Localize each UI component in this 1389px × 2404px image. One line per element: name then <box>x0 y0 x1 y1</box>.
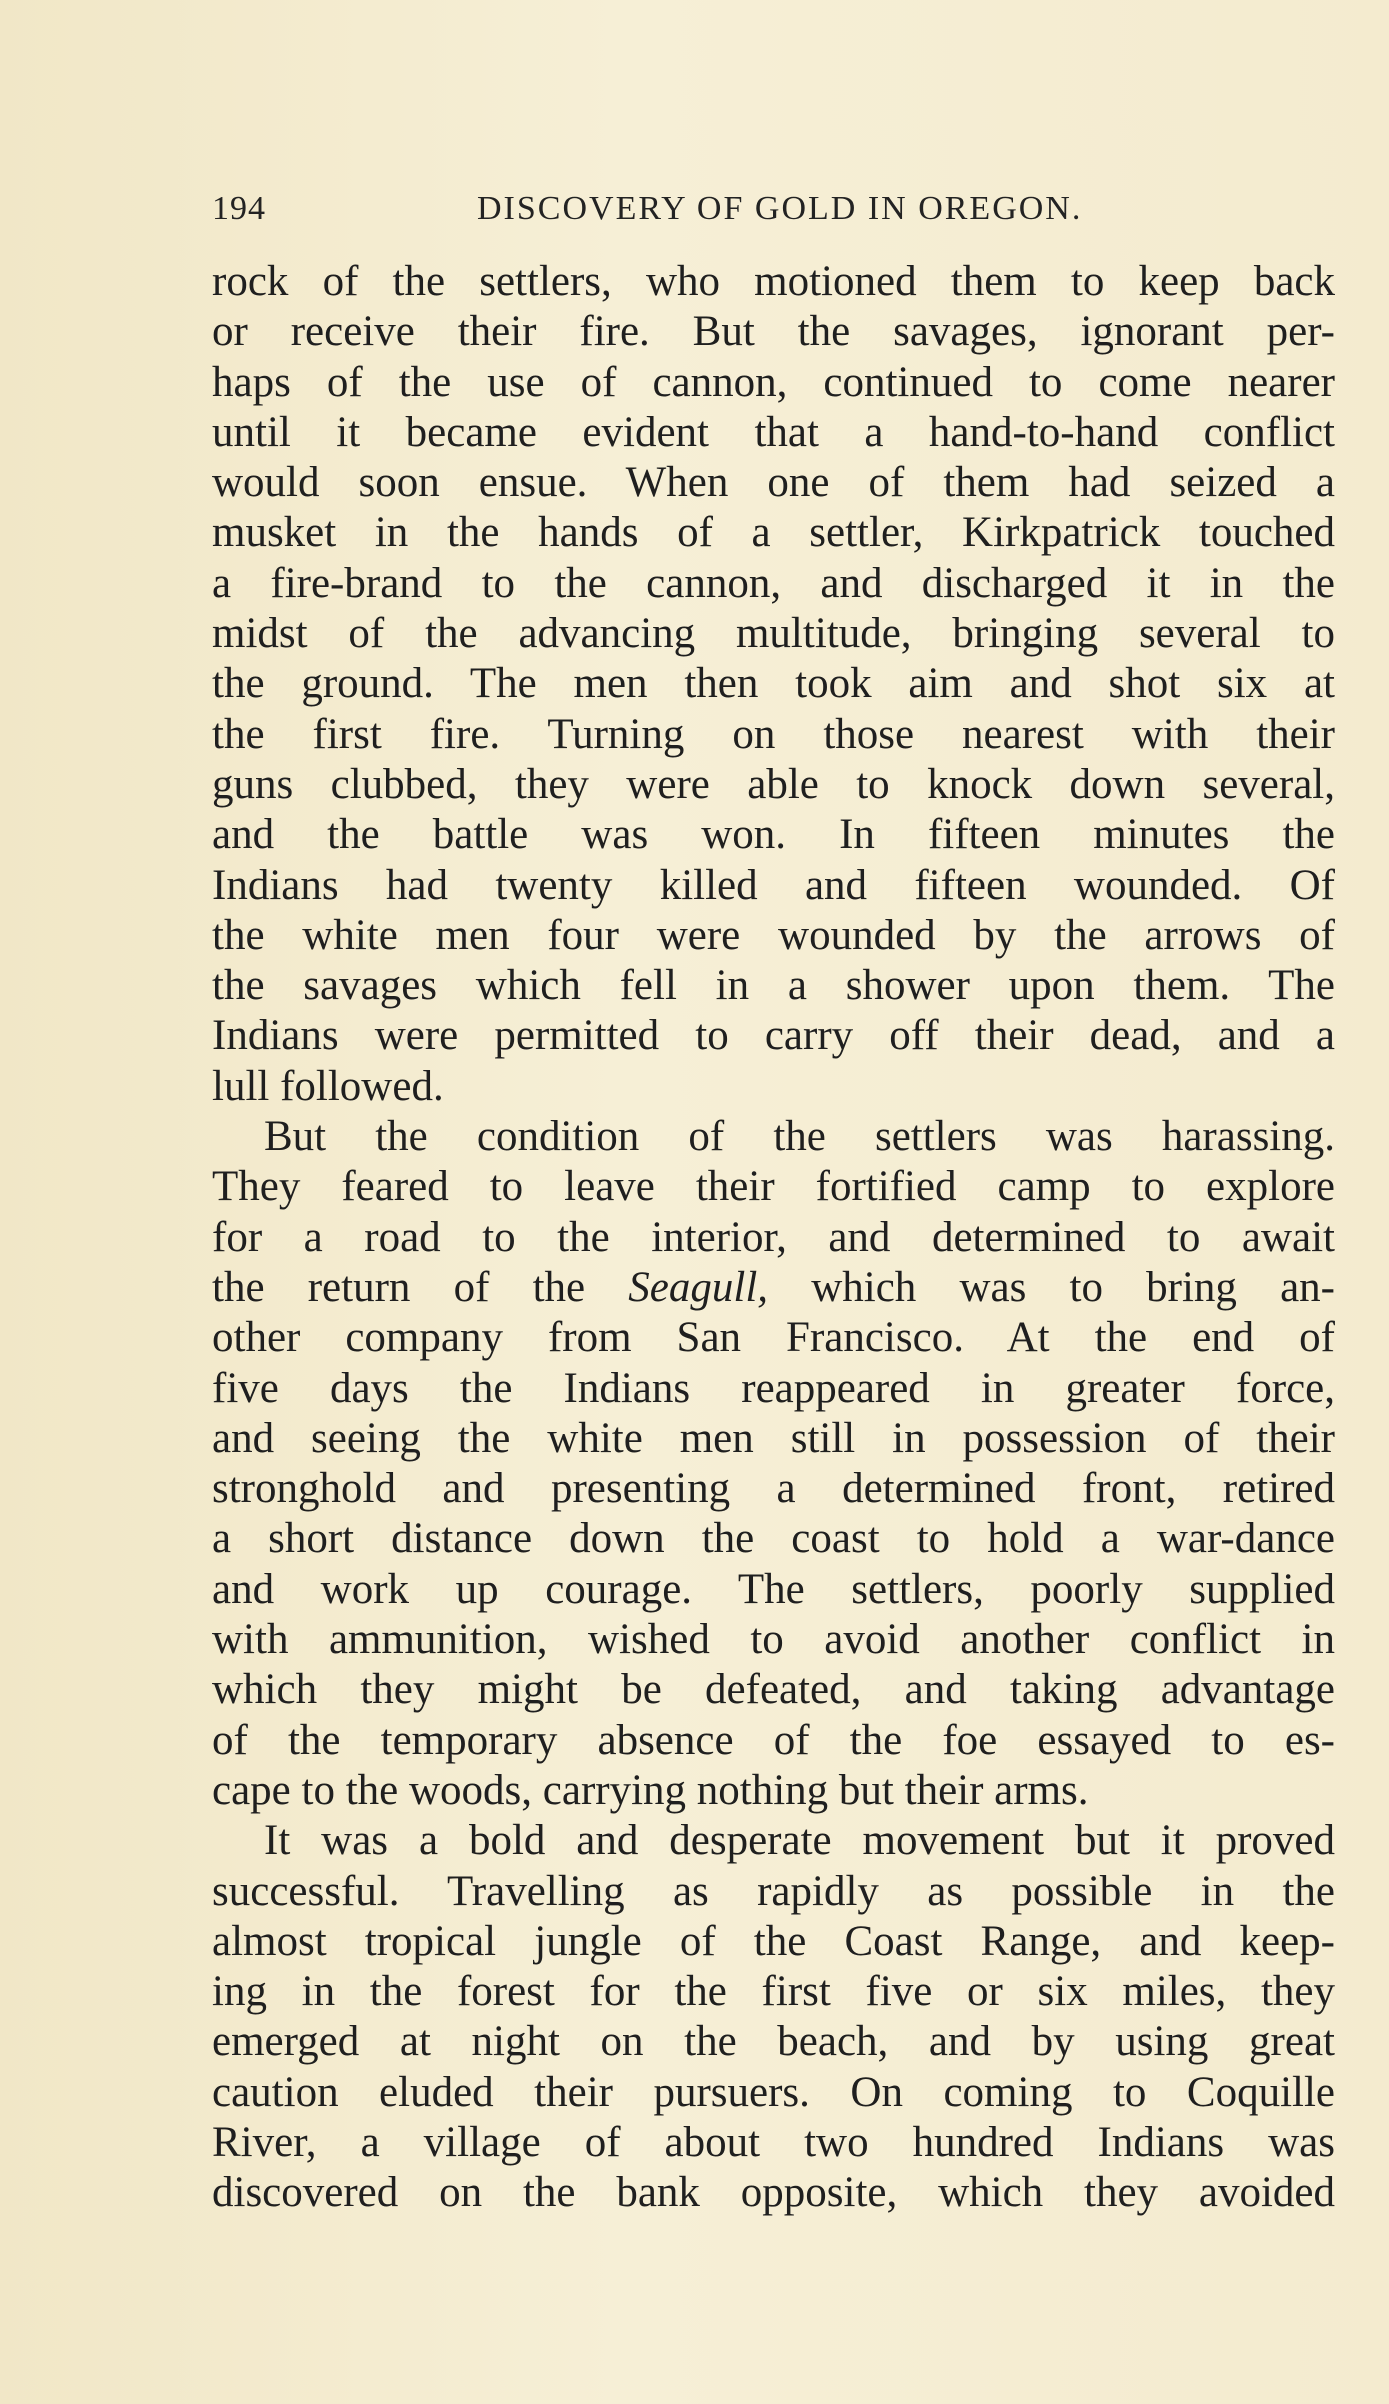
text-line: Indians were permitted to carry off their dead, and a <box>212 1012 1335 1060</box>
text-line: almost tropical jungle of the Coast Range, and keep- <box>212 1917 1335 1965</box>
text-line: with ammunition, wished to avoid another conflict in <box>212 1616 1335 1664</box>
text-line: musket in the hands of a settler, Kirkpatrick touched <box>212 509 1335 557</box>
text-line: which they might be defeated, and taking advantage <box>212 1666 1335 1714</box>
text-line: But the condition of the settlers was harassing. <box>264 1113 1335 1161</box>
text-line: or receive their fire. But the savages, ignorant per- <box>212 308 1335 356</box>
paragraph-2 <box>212 1112 1335 1816</box>
text-line: stronghold and presenting a determined front, retired <box>212 1465 1335 1513</box>
text-line: midst of the advancing multitude, bringing several to <box>212 610 1335 658</box>
text-line: would soon ensue. When one of them had seized a <box>212 459 1335 507</box>
text-line: and seeing the white men still in possession of their <box>212 1414 1335 1462</box>
page-number: 194 <box>212 190 266 227</box>
text-line: a fire-brand to the cannon, and discharged it in the <box>212 559 1335 607</box>
text-line: a short distance down the coast to hold a war-dance <box>212 1515 1335 1563</box>
text-line: It was a bold and desperate movement but it proved <box>264 1817 1335 1865</box>
paragraph-3 <box>212 1816 1335 2218</box>
text-line: and the battle was won. In fifteen minutes the <box>212 811 1335 859</box>
text-line: lull followed. <box>212 1062 444 1110</box>
text-line: haps of the use of cannon, continued to come nearer <box>212 358 1335 406</box>
text-line: River, a village of about two hundred Indians was <box>212 2118 1335 2166</box>
text-segment: which was to bring an- <box>768 1263 1335 1311</box>
text-line: guns clubbed, they were able to knock down several, <box>212 760 1335 808</box>
text-line: They feared to leave their fortified camp to explore <box>212 1163 1335 1211</box>
text-line: the ground. The men then took aim and shot six at <box>212 660 1335 708</box>
text-line: the first fire. Turning on those nearest with their <box>212 710 1335 758</box>
text-line: and work up courage. The settlers, poorly supplied <box>212 1565 1335 1613</box>
body-text <box>212 257 1335 2219</box>
text-line: cape to the woods, carrying nothing but their arms. <box>212 1766 1089 1814</box>
text-line: discovered on the bank opposite, which they avoided <box>212 2169 1335 2217</box>
running-head <box>212 190 1322 240</box>
text-line: for a road to the interior, and determined to await <box>212 1213 1335 1261</box>
text-line: successful. Travelling as rapidly as possible in the <box>212 1867 1335 1915</box>
text-line: the savages which fell in a shower upon them. The <box>212 962 1335 1010</box>
text-line: rock of the settlers, who motioned them to keep back <box>212 258 1335 305</box>
text-line: of the temporary absence of the foe essayed to es- <box>212 1716 1335 1764</box>
text-line: until it became evident that a hand-to-hand conflict <box>212 408 1335 456</box>
text-line: ing in the forest for the first five or six miles, they <box>212 1968 1335 2016</box>
text-line: the white men four were wounded by the arrows of <box>212 911 1335 959</box>
text-segment: the return of the <box>212 1263 629 1311</box>
text-line: five days the Indians reappeared in greater force, <box>212 1364 1335 1412</box>
text-line: other company from San Francisco. At the end of <box>212 1314 1335 1362</box>
text-line: caution eluded their pursuers. On coming to Coquille <box>212 2068 1335 2116</box>
text-line: Indians had twenty killed and fifteen wounded. Of <box>212 861 1335 909</box>
text-line: emerged at night on the beach, and by using great <box>212 2018 1335 2066</box>
paragraph-1 <box>212 257 1335 1112</box>
text-line-with-italic <box>212 1263 1335 1313</box>
ship-name-italic: Seagull, <box>628 1263 769 1311</box>
chapter-title: DISCOVERY OF GOLD IN OREGON. <box>477 190 1083 227</box>
